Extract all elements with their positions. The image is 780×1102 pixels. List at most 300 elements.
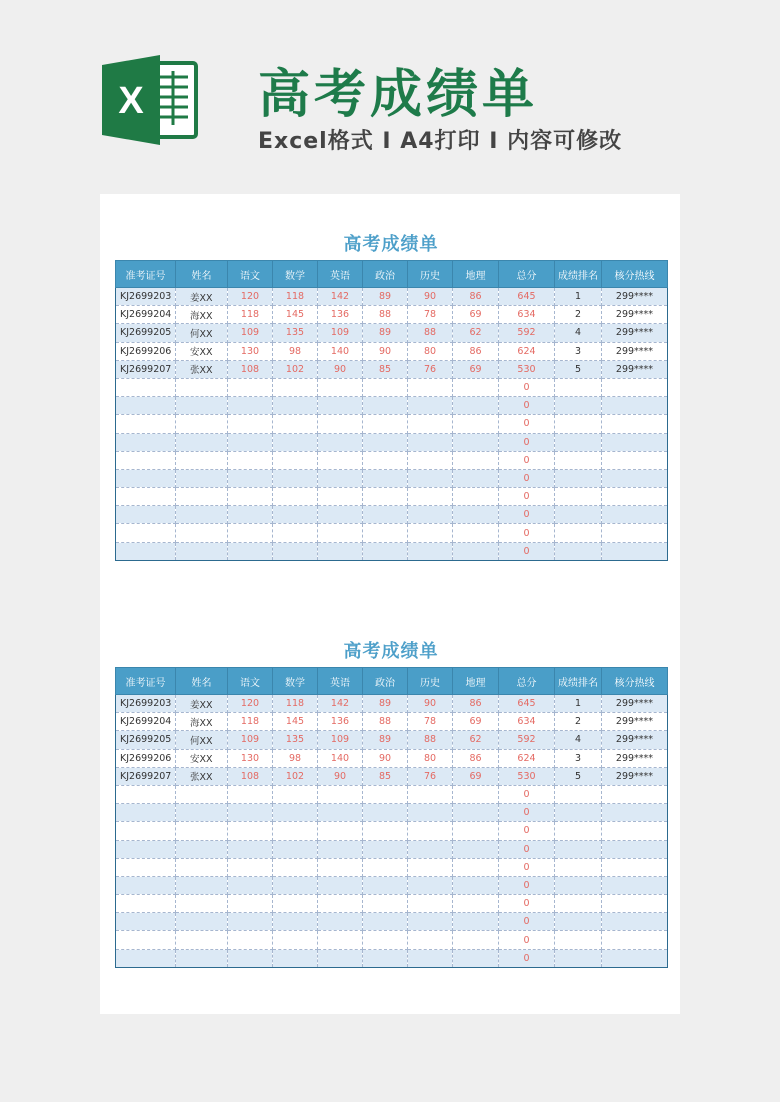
cell-hotline[interactable] [602,542,668,560]
cell-rank[interactable] [555,469,602,487]
cell-exam-id[interactable] [116,840,176,858]
cell-chinese[interactable] [228,542,273,560]
cell-exam-id[interactable] [116,895,176,913]
cell-geography[interactable]: 86 [453,749,499,767]
cell-history[interactable] [408,858,453,876]
cell-english[interactable] [318,415,363,433]
cell-rank[interactable] [555,895,602,913]
cell-total[interactable]: 0 [499,840,555,858]
cell-rank[interactable]: 1 [555,695,602,713]
cell-chinese[interactable]: 120 [228,288,273,306]
cell-rank[interactable]: 5 [555,360,602,378]
cell-total[interactable]: 0 [499,397,555,415]
cell-english[interactable] [318,378,363,396]
cell-geography[interactable] [453,822,499,840]
cell-chinese[interactable] [228,913,273,931]
cell-chinese[interactable]: 120 [228,695,273,713]
cell-politics[interactable] [363,822,408,840]
cell-math[interactable] [273,542,318,560]
cell-geography[interactable]: 86 [453,342,499,360]
cell-exam-id[interactable]: KJ2699205 [116,324,176,342]
cell-hotline[interactable] [602,785,668,803]
cell-geography[interactable]: 86 [453,288,499,306]
cell-politics[interactable] [363,931,408,949]
cell-math[interactable] [273,506,318,524]
cell-rank[interactable] [555,506,602,524]
cell-geography[interactable] [453,506,499,524]
cell-rank[interactable]: 4 [555,731,602,749]
cell-exam-id[interactable] [116,931,176,949]
cell-math[interactable] [273,785,318,803]
cell-math[interactable] [273,822,318,840]
cell-english[interactable] [318,822,363,840]
cell-math[interactable]: 135 [273,731,318,749]
cell-history[interactable] [408,785,453,803]
cell-total[interactable]: 0 [499,415,555,433]
cell-hotline[interactable]: 299**** [602,288,668,306]
cell-history[interactable] [408,415,453,433]
cell-total[interactable]: 0 [499,895,555,913]
cell-politics[interactable]: 90 [363,342,408,360]
cell-chinese[interactable]: 118 [228,306,273,324]
cell-name[interactable] [176,931,228,949]
cell-chinese[interactable] [228,949,273,967]
cell-hotline[interactable] [602,895,668,913]
cell-english[interactable]: 109 [318,731,363,749]
cell-chinese[interactable] [228,822,273,840]
cell-history[interactable] [408,876,453,894]
cell-exam-id[interactable] [116,785,176,803]
cell-politics[interactable]: 89 [363,695,408,713]
cell-total[interactable]: 0 [499,469,555,487]
cell-total[interactable]: 624 [499,749,555,767]
cell-geography[interactable]: 69 [453,306,499,324]
cell-name[interactable]: 何XX [176,324,228,342]
cell-politics[interactable] [363,378,408,396]
cell-total[interactable]: 0 [499,858,555,876]
cell-english[interactable] [318,524,363,542]
cell-hotline[interactable] [602,822,668,840]
cell-rank[interactable]: 5 [555,767,602,785]
cell-hotline[interactable]: 299**** [602,695,668,713]
cell-name[interactable] [176,524,228,542]
cell-politics[interactable] [363,840,408,858]
cell-politics[interactable]: 88 [363,713,408,731]
cell-rank[interactable] [555,804,602,822]
cell-math[interactable] [273,949,318,967]
cell-geography[interactable] [453,858,499,876]
cell-chinese[interactable] [228,524,273,542]
cell-english[interactable] [318,451,363,469]
cell-rank[interactable] [555,876,602,894]
cell-name[interactable]: 安XX [176,342,228,360]
cell-hotline[interactable] [602,931,668,949]
cell-total[interactable]: 0 [499,488,555,506]
cell-rank[interactable] [555,524,602,542]
cell-total[interactable]: 0 [499,506,555,524]
cell-name[interactable]: 张XX [176,360,228,378]
cell-history[interactable] [408,433,453,451]
cell-total[interactable]: 0 [499,785,555,803]
cell-total[interactable]: 0 [499,524,555,542]
cell-chinese[interactable]: 108 [228,767,273,785]
cell-name[interactable] [176,785,228,803]
cell-exam-id[interactable]: KJ2699206 [116,749,176,767]
cell-history[interactable]: 78 [408,713,453,731]
cell-hotline[interactable]: 299**** [602,324,668,342]
cell-math[interactable] [273,895,318,913]
cell-hotline[interactable] [602,913,668,931]
cell-geography[interactable] [453,415,499,433]
cell-english[interactable] [318,469,363,487]
cell-rank[interactable]: 2 [555,306,602,324]
cell-name[interactable] [176,469,228,487]
cell-english[interactable]: 142 [318,288,363,306]
cell-chinese[interactable]: 118 [228,713,273,731]
cell-math[interactable] [273,378,318,396]
cell-name[interactable] [176,804,228,822]
cell-total[interactable]: 592 [499,324,555,342]
cell-exam-id[interactable] [116,506,176,524]
cell-geography[interactable] [453,804,499,822]
cell-math[interactable]: 145 [273,306,318,324]
cell-history[interactable] [408,931,453,949]
cell-math[interactable] [273,451,318,469]
cell-chinese[interactable] [228,804,273,822]
cell-hotline[interactable] [602,397,668,415]
cell-chinese[interactable] [228,858,273,876]
cell-exam-id[interactable] [116,451,176,469]
cell-hotline[interactable] [602,469,668,487]
cell-total[interactable]: 634 [499,713,555,731]
cell-politics[interactable]: 90 [363,749,408,767]
cell-geography[interactable] [453,451,499,469]
cell-total[interactable]: 0 [499,822,555,840]
cell-math[interactable]: 102 [273,767,318,785]
cell-hotline[interactable] [602,949,668,967]
cell-chinese[interactable] [228,397,273,415]
cell-politics[interactable] [363,895,408,913]
cell-hotline[interactable] [602,876,668,894]
cell-history[interactable]: 76 [408,767,453,785]
cell-exam-id[interactable] [116,469,176,487]
cell-politics[interactable] [363,876,408,894]
cell-rank[interactable] [555,858,602,876]
cell-politics[interactable] [363,913,408,931]
cell-math[interactable]: 118 [273,288,318,306]
cell-history[interactable] [408,840,453,858]
cell-geography[interactable] [453,378,499,396]
cell-math[interactable] [273,840,318,858]
cell-name[interactable] [176,895,228,913]
cell-geography[interactable] [453,931,499,949]
cell-rank[interactable] [555,931,602,949]
cell-total[interactable]: 0 [499,876,555,894]
cell-english[interactable] [318,840,363,858]
cell-english[interactable] [318,949,363,967]
cell-english[interactable] [318,542,363,560]
cell-exam-id[interactable] [116,542,176,560]
cell-chinese[interactable] [228,378,273,396]
cell-history[interactable] [408,469,453,487]
cell-exam-id[interactable] [116,433,176,451]
cell-english[interactable] [318,931,363,949]
cell-geography[interactable] [453,488,499,506]
cell-name[interactable] [176,913,228,931]
cell-geography[interactable]: 69 [453,360,499,378]
cell-name[interactable]: 安XX [176,749,228,767]
cell-total[interactable]: 0 [499,949,555,967]
cell-geography[interactable] [453,542,499,560]
cell-history[interactable]: 88 [408,731,453,749]
cell-name[interactable]: 海XX [176,713,228,731]
cell-name[interactable] [176,397,228,415]
cell-name[interactable] [176,488,228,506]
cell-exam-id[interactable]: KJ2699203 [116,695,176,713]
cell-chinese[interactable] [228,785,273,803]
cell-hotline[interactable] [602,378,668,396]
cell-chinese[interactable]: 130 [228,749,273,767]
cell-chinese[interactable] [228,488,273,506]
cell-history[interactable]: 76 [408,360,453,378]
cell-math[interactable]: 145 [273,713,318,731]
cell-english[interactable] [318,804,363,822]
cell-politics[interactable] [363,785,408,803]
cell-hotline[interactable] [602,524,668,542]
cell-math[interactable] [273,931,318,949]
cell-history[interactable]: 90 [408,288,453,306]
cell-hotline[interactable]: 299**** [602,306,668,324]
cell-exam-id[interactable] [116,804,176,822]
cell-english[interactable]: 90 [318,360,363,378]
cell-english[interactable]: 136 [318,713,363,731]
cell-rank[interactable] [555,433,602,451]
cell-english[interactable] [318,876,363,894]
cell-math[interactable] [273,858,318,876]
cell-math[interactable]: 135 [273,324,318,342]
cell-rank[interactable] [555,397,602,415]
cell-history[interactable] [408,378,453,396]
cell-hotline[interactable] [602,488,668,506]
cell-history[interactable] [408,524,453,542]
cell-math[interactable] [273,397,318,415]
cell-politics[interactable] [363,804,408,822]
cell-hotline[interactable] [602,506,668,524]
cell-math[interactable]: 102 [273,360,318,378]
cell-politics[interactable]: 85 [363,767,408,785]
cell-history[interactable] [408,451,453,469]
cell-math[interactable] [273,524,318,542]
cell-hotline[interactable] [602,415,668,433]
cell-geography[interactable] [453,895,499,913]
cell-history[interactable] [408,397,453,415]
cell-exam-id[interactable] [116,913,176,931]
cell-english[interactable] [318,433,363,451]
cell-chinese[interactable]: 109 [228,324,273,342]
cell-history[interactable]: 88 [408,324,453,342]
cell-name[interactable]: 姜XX [176,695,228,713]
cell-chinese[interactable]: 109 [228,731,273,749]
cell-politics[interactable]: 89 [363,731,408,749]
cell-chinese[interactable] [228,433,273,451]
cell-hotline[interactable] [602,840,668,858]
cell-total[interactable]: 645 [499,288,555,306]
cell-english[interactable]: 140 [318,342,363,360]
cell-geography[interactable] [453,397,499,415]
cell-total[interactable]: 530 [499,360,555,378]
cell-total[interactable]: 0 [499,451,555,469]
cell-chinese[interactable]: 108 [228,360,273,378]
cell-name[interactable] [176,858,228,876]
cell-name[interactable] [176,542,228,560]
cell-geography[interactable]: 86 [453,695,499,713]
cell-history[interactable] [408,506,453,524]
cell-total[interactable]: 0 [499,378,555,396]
cell-exam-id[interactable] [116,378,176,396]
cell-english[interactable] [318,895,363,913]
cell-politics[interactable] [363,488,408,506]
cell-math[interactable]: 118 [273,695,318,713]
cell-history[interactable] [408,822,453,840]
cell-chinese[interactable] [228,451,273,469]
cell-math[interactable]: 98 [273,342,318,360]
cell-exam-id[interactable]: KJ2699207 [116,767,176,785]
cell-politics[interactable] [363,451,408,469]
cell-name[interactable] [176,415,228,433]
cell-math[interactable]: 98 [273,749,318,767]
cell-rank[interactable] [555,378,602,396]
cell-name[interactable] [176,822,228,840]
cell-english[interactable] [318,488,363,506]
cell-math[interactable] [273,415,318,433]
cell-total[interactable]: 530 [499,767,555,785]
cell-exam-id[interactable] [116,488,176,506]
cell-politics[interactable] [363,542,408,560]
cell-hotline[interactable]: 299**** [602,360,668,378]
cell-name[interactable]: 张XX [176,767,228,785]
cell-total[interactable]: 634 [499,306,555,324]
cell-rank[interactable] [555,840,602,858]
cell-chinese[interactable] [228,895,273,913]
cell-name[interactable] [176,433,228,451]
cell-exam-id[interactable] [116,822,176,840]
cell-geography[interactable] [453,785,499,803]
cell-name[interactable]: 何XX [176,731,228,749]
cell-name[interactable]: 海XX [176,306,228,324]
cell-total[interactable]: 645 [499,695,555,713]
cell-politics[interactable]: 89 [363,288,408,306]
cell-history[interactable] [408,542,453,560]
cell-geography[interactable]: 69 [453,767,499,785]
cell-politics[interactable] [363,415,408,433]
cell-name[interactable] [176,378,228,396]
cell-exam-id[interactable]: KJ2699206 [116,342,176,360]
cell-chinese[interactable]: 130 [228,342,273,360]
cell-politics[interactable] [363,858,408,876]
cell-english[interactable] [318,913,363,931]
cell-math[interactable] [273,488,318,506]
cell-rank[interactable]: 3 [555,342,602,360]
cell-name[interactable] [176,949,228,967]
cell-rank[interactable]: 1 [555,288,602,306]
cell-english[interactable]: 109 [318,324,363,342]
cell-geography[interactable] [453,469,499,487]
cell-exam-id[interactable]: KJ2699205 [116,731,176,749]
cell-english[interactable]: 136 [318,306,363,324]
cell-history[interactable]: 78 [408,306,453,324]
cell-name[interactable] [176,451,228,469]
cell-history[interactable]: 80 [408,749,453,767]
cell-geography[interactable] [453,949,499,967]
cell-total[interactable]: 624 [499,342,555,360]
cell-hotline[interactable]: 299**** [602,749,668,767]
cell-hotline[interactable]: 299**** [602,731,668,749]
cell-total[interactable]: 0 [499,433,555,451]
cell-geography[interactable]: 62 [453,324,499,342]
cell-english[interactable] [318,858,363,876]
cell-hotline[interactable]: 299**** [602,342,668,360]
cell-hotline[interactable] [602,804,668,822]
cell-geography[interactable] [453,876,499,894]
cell-exam-id[interactable] [116,858,176,876]
cell-chinese[interactable] [228,840,273,858]
cell-rank[interactable] [555,913,602,931]
cell-rank[interactable]: 3 [555,749,602,767]
cell-rank[interactable] [555,451,602,469]
cell-name[interactable] [176,876,228,894]
cell-name[interactable] [176,840,228,858]
cell-geography[interactable] [453,913,499,931]
cell-exam-id[interactable]: KJ2699204 [116,306,176,324]
cell-total[interactable]: 0 [499,804,555,822]
cell-history[interactable] [408,804,453,822]
cell-rank[interactable]: 4 [555,324,602,342]
cell-politics[interactable] [363,506,408,524]
cell-english[interactable]: 140 [318,749,363,767]
cell-hotline[interactable]: 299**** [602,767,668,785]
cell-chinese[interactable] [228,506,273,524]
cell-politics[interactable]: 89 [363,324,408,342]
cell-exam-id[interactable]: KJ2699207 [116,360,176,378]
cell-name[interactable] [176,506,228,524]
cell-rank[interactable] [555,415,602,433]
cell-hotline[interactable]: 299**** [602,713,668,731]
cell-total[interactable]: 0 [499,542,555,560]
cell-rank[interactable] [555,488,602,506]
cell-exam-id[interactable] [116,876,176,894]
cell-geography[interactable] [453,433,499,451]
cell-hotline[interactable] [602,433,668,451]
cell-chinese[interactable] [228,931,273,949]
cell-politics[interactable]: 85 [363,360,408,378]
cell-chinese[interactable] [228,415,273,433]
cell-math[interactable] [273,433,318,451]
cell-math[interactable] [273,913,318,931]
cell-math[interactable] [273,469,318,487]
cell-history[interactable] [408,488,453,506]
cell-history[interactable] [408,949,453,967]
cell-name[interactable]: 姜XX [176,288,228,306]
cell-politics[interactable] [363,397,408,415]
cell-math[interactable] [273,804,318,822]
cell-politics[interactable]: 88 [363,306,408,324]
cell-chinese[interactable] [228,876,273,894]
cell-history[interactable] [408,895,453,913]
cell-total[interactable]: 592 [499,731,555,749]
cell-rank[interactable] [555,822,602,840]
cell-history[interactable]: 80 [408,342,453,360]
cell-hotline[interactable] [602,451,668,469]
